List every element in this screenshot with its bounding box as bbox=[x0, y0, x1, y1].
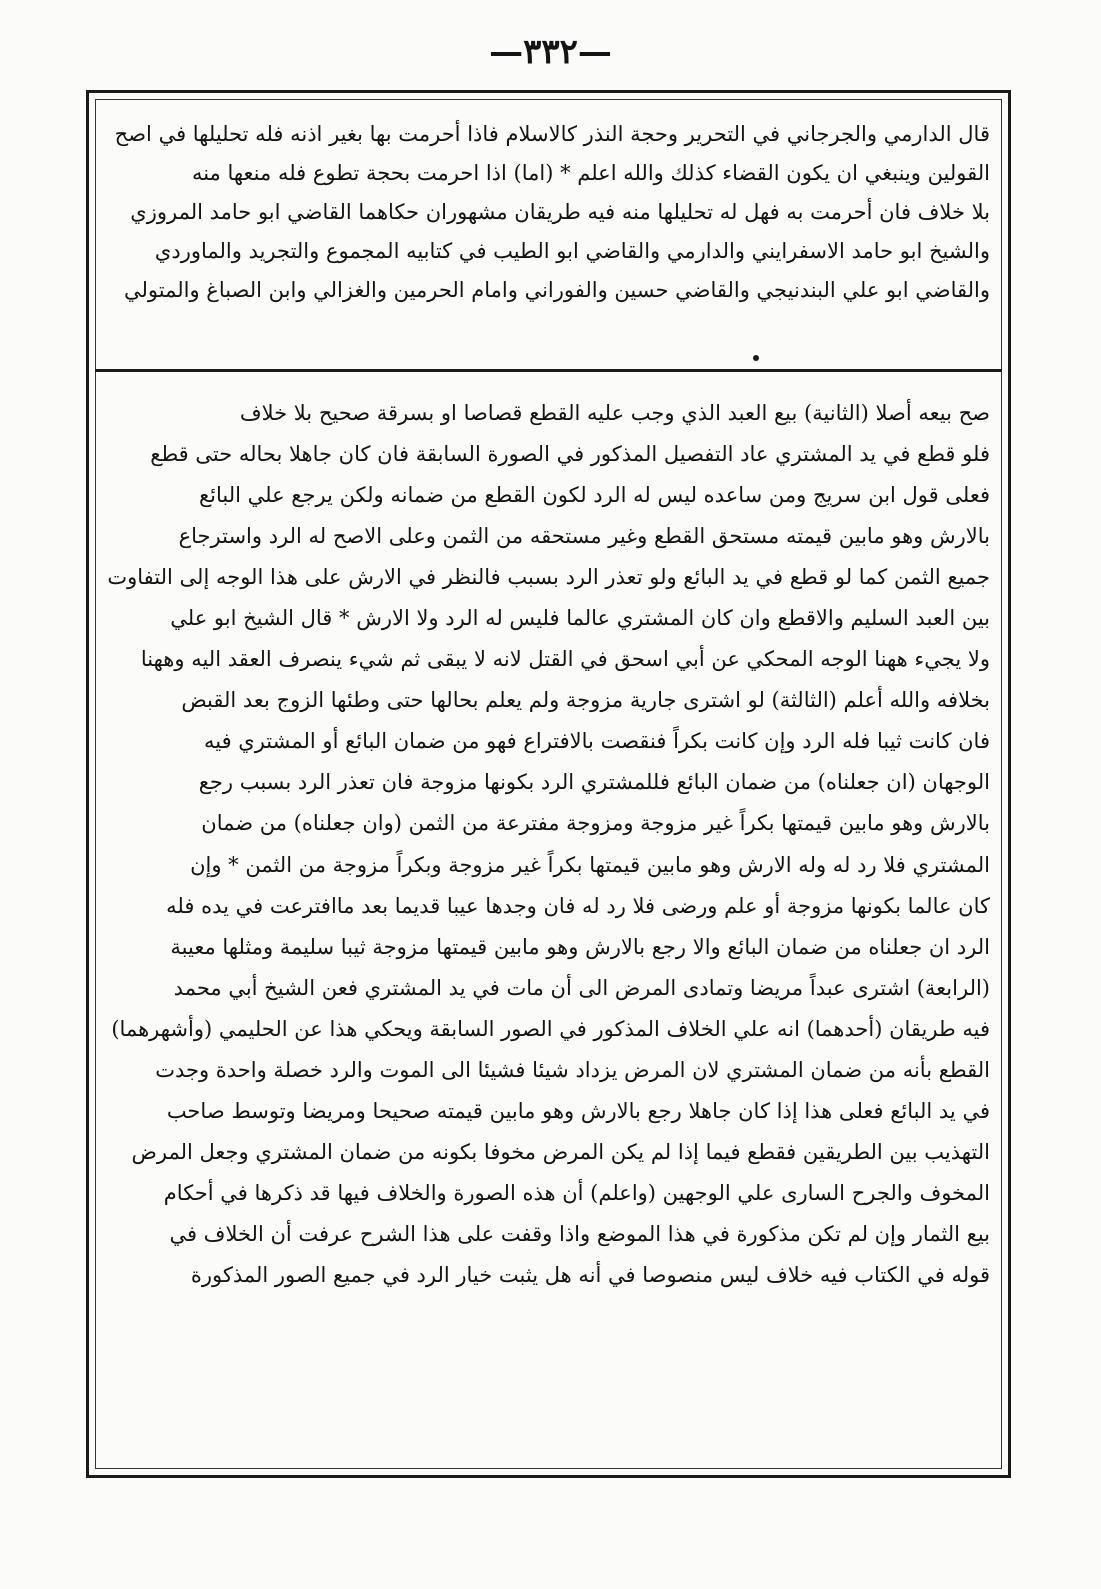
page-frame bbox=[86, 90, 1011, 1478]
lower-line: صح بيعه أصلا (الثانية) بيع العبد الذي وجب عليه القطع قصاصا او بسرقة صحيح بلا خلاف bbox=[239, 401, 990, 425]
lower-line: المشتري فلا رد له وله الارش وهو مابين قيمتها بكراً غير مزوجة وبكراً مزوجة من الثمن * وإن bbox=[190, 852, 990, 877]
lower-line: بين العبد السليم والاقطع وان كان المشتري عالما فليس له الرد ولا الارش * قال الشيخ ابو علي bbox=[170, 606, 990, 631]
lower-line: الرد ان جعلناه من ضمان البائع والا رجع بالارش وهو مابين قيمتها مزوجة ثيبا سليمة ومثلها معيبة bbox=[170, 934, 990, 959]
lower-line: المخوف والجرح السارى علي الوجهين (واعلم) أن هذه الصورة والخلاف فيها قد ذكرها في أحكام bbox=[163, 1180, 990, 1205]
lower-line: (الرابعة) اشترى عبداً مريضا وتمادى المرض الى أن مات في يد المشتري فعن الشيخ أبي محمد bbox=[173, 975, 990, 1000]
upper-line: والشيخ ابو حامد الاسفرايني والدارمي والقاضي ابو الطيب في كتابيه المجموع والتجريد والماوردي bbox=[154, 239, 990, 263]
lower-line: التهذيب بين الطريقين فقطع فيما إذا لم يكن المرض مخوفا بكونه من ضمان المشتري وجعل المرض bbox=[131, 1139, 990, 1164]
divider-dot bbox=[753, 355, 759, 361]
lower-line: بيع الثمار وإن لم تكن مذكورة في هذا الموضع واذا وقفت على هذا الشرح عرفت أن الخلاف في bbox=[169, 1221, 990, 1246]
lower-line: قوله في الكتاب فيه خلاف ليس منصوصا في أنه هل يثبت خيار الرد في جميع الصور المذكورة bbox=[190, 1262, 990, 1287]
page-number: —٣٣٢— bbox=[489, 32, 612, 72]
lower-line: فعلى قول ابن سريج ومن ساعده ليس له الرد لكون القطع من ضمانه ولكن يرجع علي البائع bbox=[198, 483, 990, 508]
lower-line: بالارش وهو مابين قيمته مستحق القطع وغير مستحقه من الثمن وعلى الاصح له الرد واسترجاع bbox=[178, 524, 990, 549]
lower-line: الوجهان (ان جعلناه) من ضمان البائع فللمشتري الرد بكونها مزوجة فان تعذر الرد بسبب رجع bbox=[198, 770, 990, 795]
upper-line: بلا خلاف فان أحرمت به فهل له تحليلها منه فيه طريقان مشهوران حكاهما القاضي ابو حامد المروزي bbox=[130, 200, 990, 224]
upper-text-block bbox=[107, 115, 990, 353]
lower-text-block bbox=[107, 393, 990, 1461]
lower-line: بالارش وهو مابين قيمتها بكراً غير مزوجة ومزوجة مفترعة من الثمن (وان جعلناه) من ضمان bbox=[201, 811, 990, 836]
lower-line: كان عالما بكونها مزوجة أو علم ورضى فلا رد له فان وجدها عيبا قديما بعد ماافترعت في يده فله bbox=[166, 893, 990, 918]
lower-line: جميع الثمن كما لو قطع في يد البائع ولو تعذر الرد بسبب فالنظر في الارش على هذا الوجه إلى التفاوت bbox=[107, 565, 990, 590]
upper-line: القولين وينبغي ان يكون القضاء كذلك والله اعلم * (اما) اذا احرمت بحجة تطوع فله منعها منه bbox=[191, 161, 990, 185]
lower-line: في يد البائع فعلى هذا إذا كان جاهلا رجع بالارش وهو مابين قيمته صحيحا ومريضا وتوسط صاحب bbox=[166, 1098, 990, 1123]
lower-line: فلو قطع في يد المشتري عاد التفصيل المذكور في الصورة السابقة فان كان جاهلا بحاله حتى قطع bbox=[150, 442, 990, 467]
lower-line: فان كانت ثيبا فله الرد وإن كانت بكراً فنقصت بالافتراع فهو من ضمان البائع أو المشتري فيه bbox=[203, 729, 990, 754]
lower-line: ولا يجيء ههنا الوجه المحكي عن أبي اسحق في القتل لانه لا يبقى ثم شيء ينصرف العقد اليه وههنا bbox=[140, 647, 990, 672]
upper-line: والقاضي ابو علي البندنيجي والقاضي حسين والفوراني وامام الحرمين والغزالي وابن الصباغ والمتولي bbox=[124, 278, 990, 302]
lower-line: فيه طريقان (أحدهما) انه علي الخلاف المذكور في الصور السابقة ويحكي هذا عن الحليمي (وأشهرهما) bbox=[111, 1016, 990, 1041]
lower-line: بخلافه والله أعلم (الثالثة) لو اشترى جارية مزوجة ولم يعلم بحالها حتى وطئها الزوج بعد القبض bbox=[181, 688, 990, 713]
lower-line: القطع بأنه من ضمان المشتري لان المرض يزداد شيئا فشيئا الى الموت والرد خصلة واحدة وجدت bbox=[155, 1057, 990, 1082]
upper-line: قال الدارمي والجرجاني في التحرير وحجة النذر كالاسلام فاذا أحرمت بها بغير اذنه فله تحليلها في اصح bbox=[114, 122, 990, 146]
section-divider bbox=[95, 369, 1002, 372]
